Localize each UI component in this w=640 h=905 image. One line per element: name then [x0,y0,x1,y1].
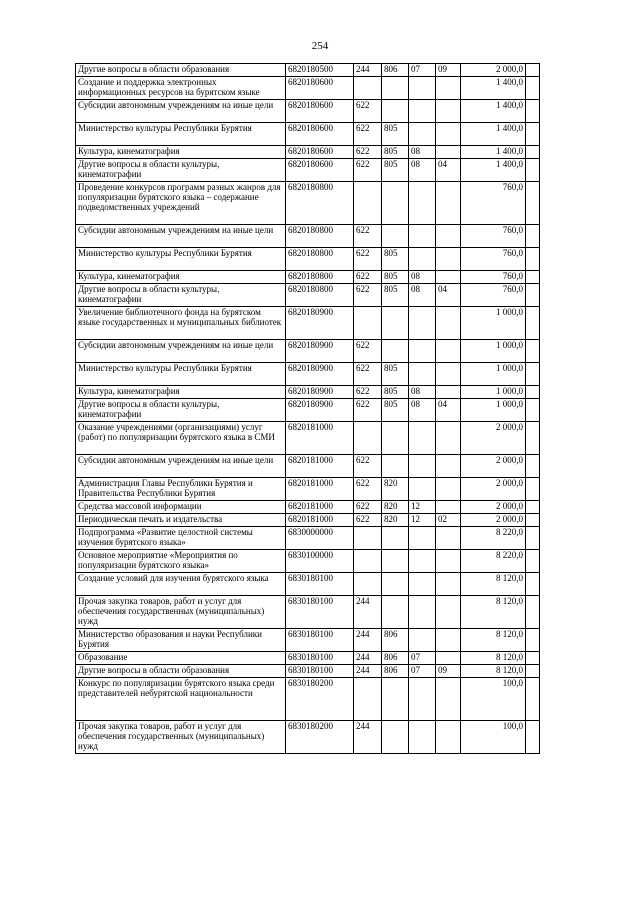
subsection-code: 04 [436,159,461,182]
subsection-code [436,478,461,501]
extra-cell [526,652,540,665]
budget-item-name: Основное мероприятие «Мероприятия по популяризации бурятского языка» [76,550,286,573]
subsection-code [436,527,461,550]
amount: 1 400,0 [461,123,526,146]
subsection-code [436,550,461,573]
subsection-code [436,363,461,386]
section-code [409,550,436,573]
amount: 8 220,0 [461,550,526,573]
target-article-code: 6820180500 [286,64,354,77]
amount: 1 000,0 [461,340,526,363]
expense-type-code: 622 [354,159,382,182]
amount: 2 000,0 [461,478,526,501]
section-code: 08 [409,159,436,182]
target-article-code: 6830180200 [286,678,354,721]
expense-type-code: 622 [354,501,382,514]
amount: 1 400,0 [461,77,526,100]
extra-cell [526,455,540,478]
amount: 8 120,0 [461,629,526,652]
table-row [76,340,540,363]
amount: 760,0 [461,182,526,225]
extra-cell [526,721,540,754]
target-article-code: 6830000000 [286,527,354,550]
amount: 1 400,0 [461,159,526,182]
subsection-code: 04 [436,284,461,307]
expense-type-code: 622 [354,478,382,501]
amount: 1 000,0 [461,363,526,386]
section-code [409,77,436,100]
subsection-code [436,77,461,100]
department-code: 820 [382,478,409,501]
expense-type-code: 622 [354,271,382,284]
target-article-code: 6820181000 [286,422,354,455]
department-code [382,340,409,363]
budget-item-name: Создание условий для изучения бурятского языка [76,573,286,596]
department-code: 805 [382,271,409,284]
target-article-code: 6820180600 [286,100,354,123]
budget-item-name: Администрация Главы Республики Бурятия и Правительства Республики Бурятия [76,478,286,501]
table-row [76,386,540,399]
extra-cell [526,399,540,422]
department-code [382,455,409,478]
expense-type-code: 622 [354,455,382,478]
extra-cell [526,386,540,399]
table-row [76,478,540,501]
budget-item-name: Увеличение библиотечного фонда на бурятском языке государственных и муниципальных библиотек [76,307,286,340]
department-code [382,573,409,596]
table-row [76,284,540,307]
department-code: 806 [382,629,409,652]
section-code [409,340,436,363]
amount: 8 120,0 [461,652,526,665]
extra-cell [526,159,540,182]
section-code [409,248,436,271]
subsection-code [436,225,461,248]
expense-type-code [354,77,382,100]
subsection-code [436,678,461,721]
target-article-code: 6820181000 [286,478,354,501]
table-row [76,422,540,455]
section-code [409,721,436,754]
extra-cell [526,596,540,629]
budget-item-name: Прочая закупка товаров, работ и услуг для обеспечения государственных (муниципальных) нужд [76,596,286,629]
section-code: 12 [409,501,436,514]
section-code: 08 [409,271,436,284]
target-article-code: 6820180600 [286,77,354,100]
extra-cell [526,573,540,596]
department-code: 805 [382,386,409,399]
budget-item-name: Периодическая печать и издательства [76,514,286,527]
section-code [409,455,436,478]
amount: 1 400,0 [461,146,526,159]
table-row [76,596,540,629]
section-code: 08 [409,146,436,159]
extra-cell [526,100,540,123]
expense-type-code [354,550,382,573]
extra-cell [526,182,540,225]
department-code [382,527,409,550]
extra-cell [526,527,540,550]
budget-item-name: Подпрограмма «Развитие целостной системы изучения бурятского языка» [76,527,286,550]
extra-cell [526,123,540,146]
table-row [76,678,540,721]
department-code [382,77,409,100]
subsection-code [436,100,461,123]
table-row [76,146,540,159]
budget-item-name: Министерство культуры Республики Бурятия [76,123,286,146]
expense-type-code: 622 [354,225,382,248]
expense-type-code: 244 [354,596,382,629]
table-row [76,100,540,123]
budget-item-name: Субсидии автономным учреждениям на иные цели [76,455,286,478]
table-row [76,550,540,573]
amount: 100,0 [461,721,526,754]
department-code: 805 [382,248,409,271]
table-row [76,629,540,652]
subsection-code: 02 [436,514,461,527]
subsection-code [436,271,461,284]
section-code [409,478,436,501]
section-code [409,182,436,225]
extra-cell [526,64,540,77]
section-code [409,573,436,596]
budget-item-name: Другие вопросы в области образования [76,64,286,77]
table-row [76,514,540,527]
extra-cell [526,307,540,340]
subsection-code [436,123,461,146]
subsection-code [436,386,461,399]
target-article-code: 6830180200 [286,721,354,754]
target-article-code: 6820180800 [286,225,354,248]
amount: 8 120,0 [461,573,526,596]
amount: 760,0 [461,284,526,307]
budget-item-name: Культура, кинематография [76,386,286,399]
table-row [76,123,540,146]
expense-type-code: 622 [354,363,382,386]
table-row [76,721,540,754]
target-article-code: 6830180100 [286,596,354,629]
target-article-code: 6820180900 [286,363,354,386]
extra-cell [526,146,540,159]
section-code: 07 [409,665,436,678]
amount: 1 000,0 [461,386,526,399]
extra-cell [526,478,540,501]
section-code: 08 [409,284,436,307]
target-article-code: 6830180100 [286,652,354,665]
department-code: 805 [382,284,409,307]
section-code [409,123,436,146]
section-code: 07 [409,652,436,665]
subsection-code [436,629,461,652]
subsection-code [436,422,461,455]
expense-type-code: 622 [354,514,382,527]
department-code: 806 [382,665,409,678]
target-article-code: 6820181000 [286,501,354,514]
budget-item-name: Прочая закупка товаров, работ и услуг для обеспечения государственных (муниципальных) нужд [76,721,286,754]
expense-type-code: 622 [354,146,382,159]
amount: 8 220,0 [461,527,526,550]
extra-cell [526,514,540,527]
table-row [76,64,540,77]
amount: 1 000,0 [461,399,526,422]
table-row [76,527,540,550]
subsection-code [436,340,461,363]
section-code [409,307,436,340]
section-code: 08 [409,399,436,422]
budget-item-name: Средства массовой информации [76,501,286,514]
expense-type-code: 244 [354,629,382,652]
budget-item-name: Министерство культуры Республики Бурятия [76,363,286,386]
table-row [76,225,540,248]
section-code [409,678,436,721]
amount: 760,0 [461,271,526,284]
budget-item-name: Другие вопросы в области образования [76,665,286,678]
expense-type-code [354,573,382,596]
section-code [409,363,436,386]
subsection-code [436,721,461,754]
budget-item-name: Культура, кинематография [76,271,286,284]
extra-cell [526,271,540,284]
expense-type-code [354,678,382,721]
expense-type-code: 244 [354,64,382,77]
department-code [382,596,409,629]
target-article-code: 6820180800 [286,271,354,284]
expense-type-code: 622 [354,340,382,363]
target-article-code: 6830180100 [286,573,354,596]
amount: 760,0 [461,248,526,271]
subsection-code [436,652,461,665]
expense-type-code: 622 [354,284,382,307]
section-code [409,596,436,629]
table-row [76,307,540,340]
table-row [76,652,540,665]
department-code [382,550,409,573]
table-body [76,64,540,754]
target-article-code: 6820180800 [286,284,354,307]
department-code [382,422,409,455]
extra-cell [526,629,540,652]
section-code [409,527,436,550]
expense-type-code: 622 [354,399,382,422]
department-code: 805 [382,363,409,386]
amount: 8 120,0 [461,665,526,678]
extra-cell [526,284,540,307]
table-row [76,182,540,225]
section-code [409,100,436,123]
amount: 2 000,0 [461,514,526,527]
expense-type-code [354,422,382,455]
target-article-code: 6830100000 [286,550,354,573]
amount: 1 000,0 [461,307,526,340]
budget-item-name: Образование [76,652,286,665]
extra-cell [526,550,540,573]
extra-cell [526,363,540,386]
subsection-code [436,455,461,478]
table-row [76,573,540,596]
amount: 8 120,0 [461,596,526,629]
section-code: 08 [409,386,436,399]
section-code [409,629,436,652]
department-code [382,307,409,340]
section-code [409,422,436,455]
table-row [76,248,540,271]
department-code: 805 [382,159,409,182]
department-code: 806 [382,64,409,77]
table-row [76,271,540,284]
budget-item-name: Оказание учреждениями (организациями) услуг (работ) по популяризации бурятского языка в СМИ [76,422,286,455]
department-code: 820 [382,501,409,514]
amount: 1 400,0 [461,100,526,123]
subsection-code: 09 [436,64,461,77]
amount: 2 000,0 [461,422,526,455]
budget-item-name: Субсидии автономным учреждениям на иные цели [76,100,286,123]
target-article-code: 6820180900 [286,307,354,340]
subsection-code [436,146,461,159]
table-row [76,455,540,478]
expense-type-code [354,182,382,225]
target-article-code: 6830180100 [286,629,354,652]
target-article-code: 6820181000 [286,514,354,527]
expense-type-code: 244 [354,721,382,754]
amount: 2 000,0 [461,501,526,514]
target-article-code: 6820180600 [286,146,354,159]
extra-cell [526,501,540,514]
budget-item-name: Проведение конкурсов программ разных жанров для популяризации бурятского языка – содержание подведомственных учреждений [76,182,286,225]
extra-cell [526,678,540,721]
table-row [76,665,540,678]
department-code [382,678,409,721]
department-code [382,100,409,123]
subsection-code [436,182,461,225]
table-row [76,501,540,514]
target-article-code: 6820180900 [286,386,354,399]
subsection-code [436,573,461,596]
department-code [382,182,409,225]
department-code [382,721,409,754]
budget-item-name: Другие вопросы в области культуры, кинематографии [76,284,286,307]
expense-type-code: 244 [354,665,382,678]
extra-cell [526,248,540,271]
table-row [76,363,540,386]
table-row [76,399,540,422]
section-code [409,225,436,248]
subsection-code [436,501,461,514]
target-article-code: 6830180100 [286,665,354,678]
department-code: 805 [382,399,409,422]
extra-cell [526,225,540,248]
amount: 760,0 [461,225,526,248]
expense-type-code: 622 [354,123,382,146]
target-article-code: 6820181000 [286,455,354,478]
expense-type-code [354,527,382,550]
budget-item-name: Другие вопросы в области культуры, кинематографии [76,399,286,422]
expense-type-code [354,307,382,340]
department-code: 805 [382,146,409,159]
budget-item-name: Министерство образования и науки Республики Бурятия [76,629,286,652]
budget-item-name: Культура, кинематография [76,146,286,159]
department-code [382,225,409,248]
target-article-code: 6820180900 [286,399,354,422]
amount: 2 000,0 [461,455,526,478]
expense-type-code: 622 [354,100,382,123]
subsection-code: 04 [436,399,461,422]
extra-cell [526,77,540,100]
expense-type-code: 244 [354,652,382,665]
page-number: 254 [311,40,329,52]
department-code: 806 [382,652,409,665]
budget-item-name: Конкурс по популяризации бурятского языка среди представителей небурятской национальности [76,678,286,721]
subsection-code [436,596,461,629]
target-article-code: 6820180600 [286,123,354,146]
budget-item-name: Создание и поддержка электронных информационных ресурсов на бурятском языке [76,77,286,100]
expense-type-code: 622 [354,248,382,271]
budget-item-name: Министерство культуры Республики Бурятия [76,248,286,271]
budget-item-name: Субсидии автономным учреждениям на иные цели [76,225,286,248]
budget-table [75,63,540,754]
amount: 100,0 [461,678,526,721]
budget-item-name: Субсидии автономным учреждениям на иные цели [76,340,286,363]
amount: 2 000,0 [461,64,526,77]
department-code: 820 [382,514,409,527]
table-row [76,77,540,100]
target-article-code: 6820180900 [286,340,354,363]
section-code: 12 [409,514,436,527]
subsection-code: 09 [436,665,461,678]
target-article-code: 6820180800 [286,182,354,225]
department-code: 805 [382,123,409,146]
subsection-code [436,248,461,271]
target-article-code: 6820180600 [286,159,354,182]
subsection-code [436,307,461,340]
extra-cell [526,665,540,678]
target-article-code: 6820180800 [286,248,354,271]
extra-cell [526,340,540,363]
budget-item-name: Другие вопросы в области культуры, кинематографии [76,159,286,182]
table-row [76,159,540,182]
expense-type-code: 622 [354,386,382,399]
section-code: 07 [409,64,436,77]
extra-cell [526,422,540,455]
